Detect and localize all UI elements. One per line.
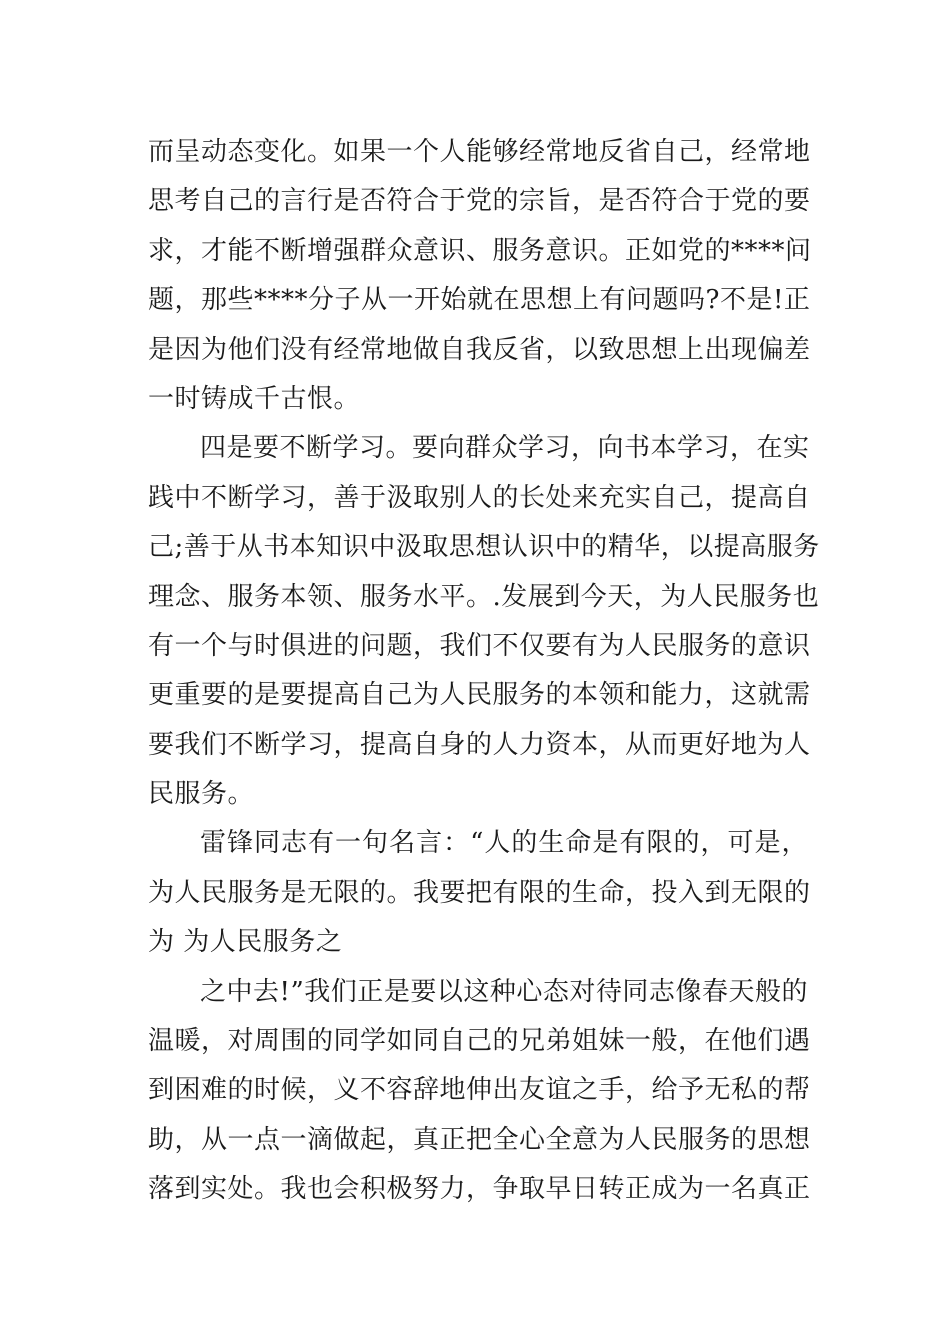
text-line: 之中去!”我们正是要以这种心态对待同志像春天般的	[200, 976, 808, 1007]
text-line: 求，才能不断增强群众意识、服务意识。正如党的****问	[148, 235, 812, 266]
text-line: 雷锋同志有一句名言：“人的生命是有限的，可是，	[200, 828, 808, 859]
text-line: 理念、服务本领、服务水平。.发展到今天，为人民服务也	[148, 581, 820, 612]
text-line: 到困难的时候，义不容辞地伸出友谊之手，给予无私的帮	[148, 1075, 811, 1106]
body-text	[148, 128, 820, 1215]
text-line: 更重要的是要提高自己为人民服务的本领和能力，这就需	[148, 680, 811, 711]
text-line: 助，从一点一滴做起，真正把全心全意为人民服务的思想	[148, 1124, 811, 1155]
text-line: 四是要不断学习。要向群众学习，向书本学习，在实	[200, 433, 810, 464]
text-line: 题，那些****分子从一开始就在思想上有问题吗?不是!正	[148, 285, 811, 316]
text-line: 而呈动态变化。如果一个人能够经常地反省自己，经常地	[148, 137, 811, 167]
text-line: 己;善于从书本知识中汲取思想认识中的精华，以提高服务	[148, 532, 820, 563]
text-line: 为人民服务是无限的。我要把有限的生命，投入到无限的	[148, 877, 811, 908]
text-line: 思考自己的言行是否符合于党的宗旨，是否符合于党的要	[148, 186, 811, 217]
text-line: 有一个与时俱进的问题，我们不仅要有为人民服务的意识	[148, 630, 811, 661]
text-line: 落到实处。我也会积极努力，争取早日转正成为一名真正	[148, 1174, 811, 1205]
text-line: 为 为人民服务之	[148, 927, 343, 958]
text-line: 要我们不断学习，提高自身的人力资本，从而更好地为人	[148, 729, 811, 760]
text-line: 是因为他们没有经常地做自我反省，以致思想上出现偏差	[148, 334, 811, 365]
text-line: 民服务。	[148, 779, 255, 810]
text-line: 温暖，对周围的同学如同自己的兄弟姐妹一般，在他们遇	[148, 1026, 811, 1057]
text-line: 一时铸成千古恨。	[148, 383, 361, 414]
text-line: 践中不断学习，善于汲取别人的长处来充实自己，提高自	[148, 482, 811, 513]
